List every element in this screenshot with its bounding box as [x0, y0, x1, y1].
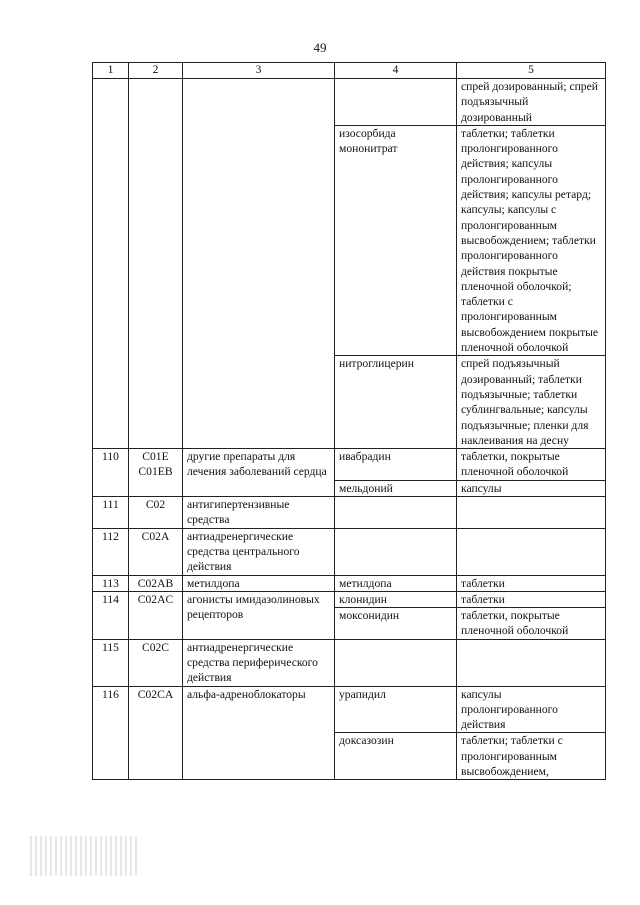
drug-group: антиадренергические средства центрального действия: [183, 528, 335, 575]
drug-name: ивабрадин: [335, 449, 457, 481]
atc-code: [129, 639, 183, 686]
drug-name: [335, 528, 457, 575]
row-number: 116: [93, 686, 129, 780]
dosage-form: таблетки: [457, 575, 606, 591]
atc-code-line: C01E: [142, 450, 169, 464]
table-row: [93, 591, 606, 607]
dosage-form: спрей дозированный; спрей подъязычный дозированный: [457, 79, 606, 126]
atc-code: [129, 79, 183, 449]
drug-group: другие препараты для лечения заболеваний сердца: [183, 449, 335, 497]
stamp-mark: [30, 836, 138, 876]
table-row: [93, 528, 606, 575]
atc-code: [129, 497, 183, 529]
dosage-form: спрей подъязычный дозированный; таблетки подъязычные; таблетки сублингвальные; капсулы подъязычные; пленки для наклеивания на десну: [457, 356, 606, 449]
drug-group: антигипертензивные средства: [183, 497, 335, 529]
row-number: 111: [93, 497, 129, 529]
atc-code: [129, 449, 183, 497]
drug-name: моксонидин: [335, 608, 457, 640]
drug-group: метилдопа: [183, 575, 335, 591]
page-number: 49: [313, 40, 327, 55]
drug-name: [335, 639, 457, 686]
dosage-form: капсулы: [457, 480, 606, 496]
drug-group: антиадренергические средства периферического действия: [183, 639, 335, 686]
atc-code-line: C02AB: [137, 576, 174, 590]
drug-name: метилдопа: [335, 575, 457, 591]
drug-name: урапидил: [335, 686, 457, 733]
drug-name: изосорбида мононитрат: [335, 125, 457, 355]
drug-name: мельдоний: [335, 480, 457, 496]
row-number: 114: [93, 591, 129, 639]
column-header: 1: [93, 63, 129, 79]
atc-code-line: C02C: [141, 640, 170, 654]
table-row: [93, 449, 606, 481]
row-number: 113: [93, 575, 129, 591]
drug-name: клонидин: [335, 591, 457, 607]
table-row: [93, 686, 606, 733]
column-header: 2: [129, 63, 183, 79]
atc-code: [129, 528, 183, 575]
drug-group: альфа-адреноблокаторы: [183, 686, 335, 780]
column-header: 4: [335, 63, 457, 79]
dosage-form: капсулы пролонгированного действия: [457, 686, 606, 733]
drug-name: нитроглицерин: [335, 356, 457, 449]
header-row: [93, 63, 606, 79]
atc-code-line: C02CA: [137, 687, 174, 701]
dosage-form: [457, 639, 606, 686]
dosage-form: [457, 497, 606, 529]
drug-name: [335, 497, 457, 529]
atc-code-line: C02AC: [137, 592, 174, 606]
atc-code-line: C02A: [141, 529, 170, 543]
atc-code: [129, 575, 183, 591]
drug-name: доксазозин: [335, 733, 457, 780]
atc-code: [129, 591, 183, 639]
column-header: 5: [457, 63, 606, 79]
dosage-form: таблетки, покрытые пленочной оболочкой: [457, 449, 606, 481]
row-number: 110: [93, 449, 129, 497]
table-row: [93, 575, 606, 591]
atc-code-line: C02: [145, 498, 166, 512]
dosage-form: таблетки; таблетки с пролонгированным высвобождением,: [457, 733, 606, 780]
atc-code-line: C01EB: [138, 465, 173, 479]
row-number: [93, 79, 129, 449]
table-row: [93, 79, 606, 126]
dosage-form: [457, 528, 606, 575]
row-number: 112: [93, 528, 129, 575]
drug-group: [183, 79, 335, 449]
table-row: [93, 497, 606, 529]
drug-name: [335, 79, 457, 126]
drug-table: [92, 62, 606, 780]
atc-code: [129, 686, 183, 780]
table-row: [93, 639, 606, 686]
column-header: 3: [183, 63, 335, 79]
drug-group: агонисты имидазолиновых рецепторов: [183, 591, 335, 639]
row-number: 115: [93, 639, 129, 686]
dosage-form: таблетки; таблетки пролонгированного действия; капсулы пролонгированного действия; капсулы ретард; капсулы; капсулы с пролонгированным высвобождением; таблетки пролонгированного действия покрытые пленочной оболочкой; таблетки с пролонгированным высвобождением покрытые пленочной оболочкой: [457, 125, 606, 355]
dosage-form: таблетки: [457, 591, 606, 607]
dosage-form: таблетки, покрытые пленочной оболочкой: [457, 608, 606, 640]
